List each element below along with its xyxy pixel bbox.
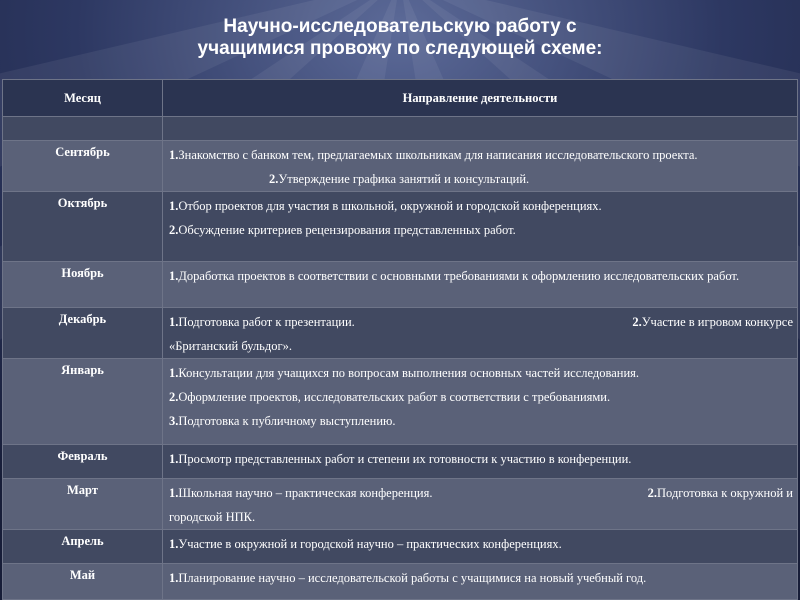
item-text: Подготовка к окружной и [657, 486, 793, 500]
month-cell: Май [3, 564, 163, 600]
table-row [3, 308, 798, 359]
month-cell: Апрель [3, 530, 163, 564]
month-cell: Февраль [3, 445, 163, 479]
header-month: Месяц [3, 80, 163, 117]
activity-cell [163, 530, 798, 564]
item-number: 2. [632, 315, 642, 329]
item-text: «Британский бульдог». [169, 339, 292, 353]
table-header-row [3, 80, 798, 117]
page-title [0, 16, 800, 60]
title-line-1: Научно-исследовательскую работу с [223, 16, 577, 37]
item-number: 1. [169, 452, 179, 466]
month-cell: Ноябрь [3, 262, 163, 308]
item-text: Доработка проектов в соответствии с основными требованиями к оформлению исследовательских работ. [178, 269, 740, 283]
schedule-table [2, 79, 798, 600]
month-cell: Октябрь [3, 192, 163, 262]
activity-cell [163, 479, 798, 530]
item-text: Участие в окружной и городской научно – практических конференциях. [178, 537, 562, 551]
item-text: Отбор проектов для участия в школьной, окружной и городской конференциях. [178, 199, 602, 213]
header-activity: Направление деятельности [163, 80, 798, 117]
item-text: Школьная научно – практическая конференция. [178, 486, 433, 500]
item-text: Участие в игровом конкурсе [641, 315, 793, 329]
item-text: Подготовка к публичному выступлению. [178, 414, 396, 428]
activity-cell [163, 564, 798, 600]
item-number: 1. [169, 366, 179, 380]
activity-cell [163, 308, 798, 359]
item-text: Консультации для учащихся по вопросам выполнения основных частей исследования. [178, 366, 640, 380]
month-cell: Декабрь [3, 308, 163, 359]
activity-cell [163, 262, 798, 308]
activity-cell [163, 445, 798, 479]
item-text: Утверждение графика занятий и консультаций. [278, 172, 530, 186]
table-row [3, 445, 798, 479]
table-row [3, 141, 798, 192]
item-number: 1. [169, 199, 179, 213]
activity-cell [163, 359, 798, 445]
month-cell: Март [3, 479, 163, 530]
table-row [3, 262, 798, 308]
spacer-row [3, 117, 798, 141]
item-number: 1. [169, 269, 179, 283]
item-number: 1. [169, 537, 179, 551]
item-text: Просмотр представленных работ и степени их готовности к участию в конференции. [178, 452, 632, 466]
item-text: городской НПК. [169, 510, 256, 524]
item-number: 2. [169, 223, 179, 237]
item-number: 1. [169, 571, 179, 585]
table-row [3, 564, 798, 600]
activity-cell [163, 141, 798, 192]
item-text: Знакомство с банком тем, предлагаемых школьникам для написания исследовательского проекта. [178, 148, 698, 162]
title-line-2: учащимися провожу по следующей схеме: [197, 38, 603, 59]
item-text: Обсуждение критериев рецензирования представленных работ. [178, 223, 516, 237]
table-row [3, 530, 798, 564]
item-number: 1. [169, 148, 179, 162]
item-number: 1. [169, 315, 179, 329]
item-number: 3. [169, 414, 179, 428]
item-text: Подготовка работ к презентации. [178, 315, 355, 329]
item-text: Оформление проектов, исследовательских работ в соответствии с требованиями. [178, 390, 611, 404]
month-cell: Сентябрь [3, 141, 163, 192]
item-number: 2. [647, 486, 658, 500]
table-row [3, 192, 798, 262]
activity-cell [163, 192, 798, 262]
item-number: 2. [169, 390, 179, 404]
item-text: Планирование научно – исследовательской работы с учащимися на новый учебный год. [178, 571, 647, 585]
month-cell: Январь [3, 359, 163, 445]
item-number: 1. [169, 486, 179, 500]
table-row [3, 479, 798, 530]
table-row [3, 359, 798, 445]
item-number: 2. [269, 172, 279, 186]
